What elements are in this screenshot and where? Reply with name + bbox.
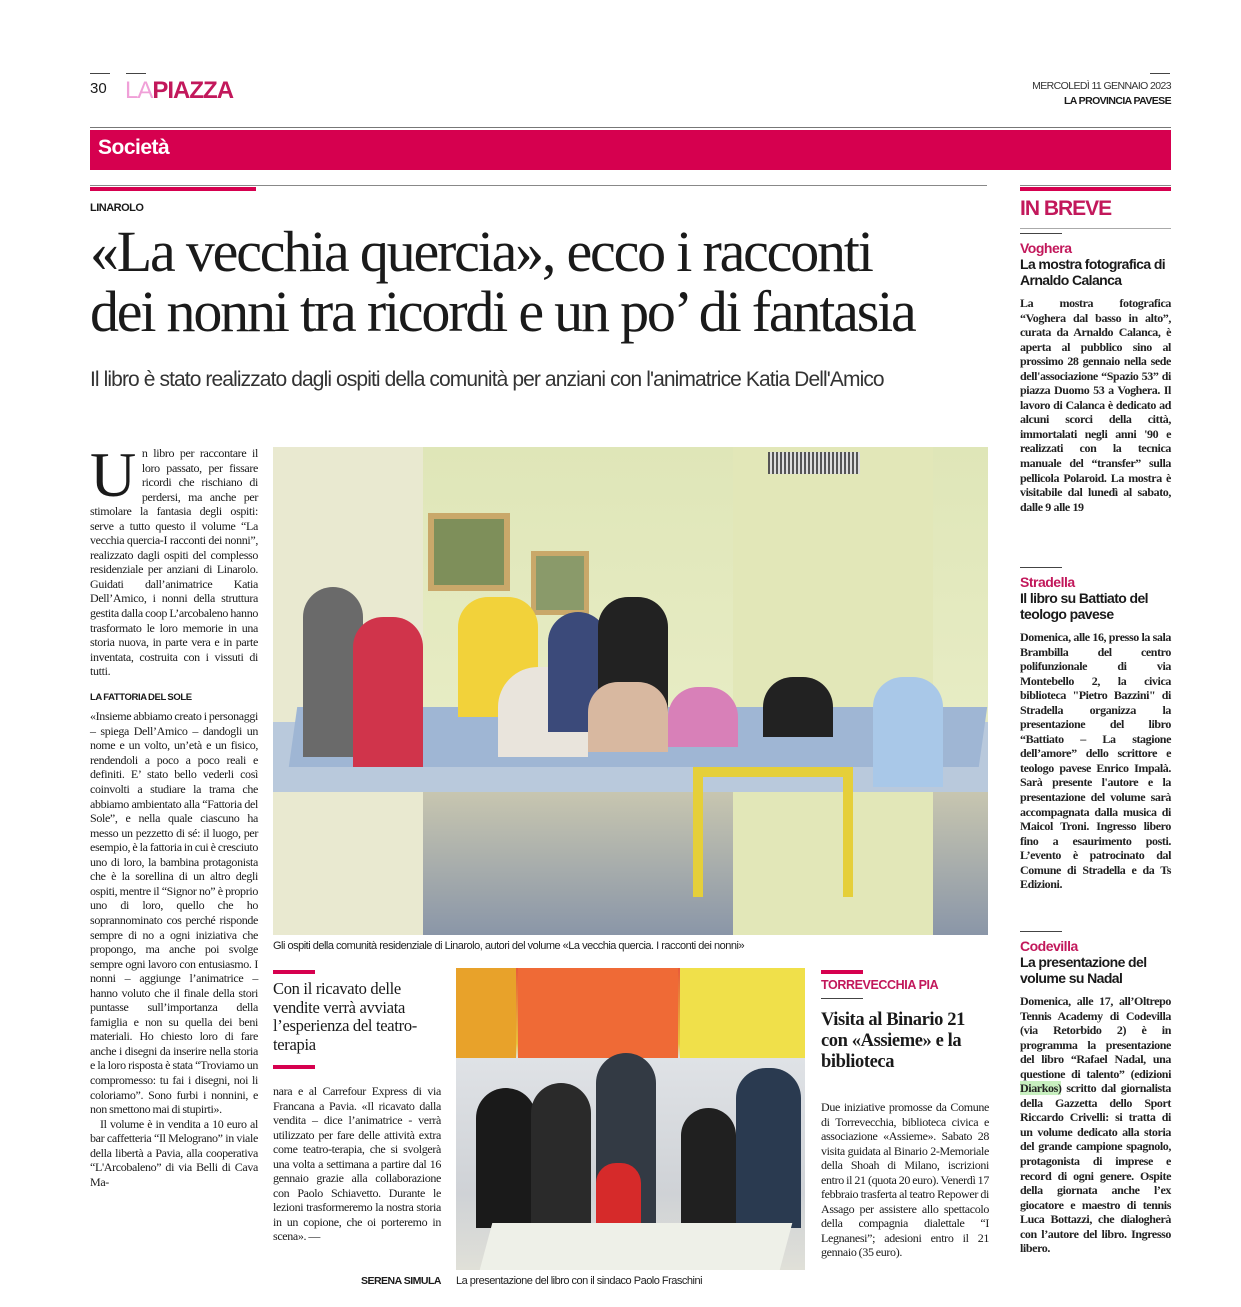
article-paragraph: «Insieme abbiamo creato i personaggi – spiega Dell’Amico – dandogli un nome e un volto, un’età e un fisico, rendendoli a poco a poco reali e definiti. E’ stato bello vederli così coinvolti a studiare la trama che abbiamo ambientato alla “Fattoria del Sole”, e nella quale ciascuno ha messo un pezzetto di sé: il luogo, per esempio, è la fattoria in cui è cresciuto uno di loro, la bambina protagonista che è la sorellina di un altro degli ospiti, mentre il “Signor no” è proprio uno di loro, quello che ho soprannominato cos perché risponde sempre di no a ogni iniziativa che propongo, ma anche poi svolge sempre ogni lavoro con entusiasmo. I nonni – aggiunge l’animatrice – hanno voluto che il finale della stori puntasse sull’importanza della famiglia e non su quella dei beni materiali. Ho chiesto loro di fare anche i disegni da inserire nella storia e la loro risposta è stata “Troviamo un compromesso: tu fai i disegni, noi li coloriamo”. Sono furbi i nonnini, e non smettono mai di stupirti». (90, 709, 259, 1117)
divider (1020, 233, 1062, 234)
publication-name: LA PROVINCIA PAVESE (1063, 95, 1171, 107)
headline-line-1: «La vecchia quercia», ecco i racconti (90, 219, 872, 284)
section-banner (90, 130, 1171, 170)
brief-body: La mostra fotografica “Voghera dal basso in alto”, curata da Arnaldo Calanca, è aperta al pubblico sino al prossimo 28 gennaio nella sede dell'associazione “Spazio 53” di piazza Duomo 53 a Voghera. Il lavoro di Calanca è dedicato ad alcuni scorci della città, immortalati negli anni '90 e realizzati con la tecnica manuale del “transfer” sulla pellicola Polaroid. La mostra è visitabile dal lunedì al sabato, dalle 9 alle 19 (1020, 296, 1171, 514)
brief-title: La presentazione del volume su Nadal (1020, 954, 1147, 986)
accent-bar (90, 187, 256, 191)
divider (90, 127, 1171, 128)
brief-body (1020, 994, 1171, 1256)
table (480, 1223, 793, 1270)
article-headline (90, 219, 915, 344)
issue-date: MERCOLEDÌ 11 GENNAIO 2023 (1032, 80, 1171, 92)
divider (1020, 931, 1062, 932)
article-kicker: LINAROLO (90, 202, 144, 214)
yellow-chair (693, 767, 853, 897)
accent-bar (821, 970, 863, 974)
logo-piazza: PIAZZA (152, 77, 234, 104)
brief-title: La mostra fotografica di Arnaldo Calanca (1020, 256, 1166, 288)
masthead-rule (126, 73, 146, 74)
section-logo (125, 77, 233, 105)
article-subhead: LA FATTORIA DEL SOLE (90, 691, 192, 703)
divider (821, 998, 863, 999)
pull-quote: Con il ricavato delle vendite verrà avviata l’esperienza del teatro-terapia (273, 979, 417, 1054)
brief-item (1020, 931, 1171, 1256)
brief-city: Stradella (1020, 574, 1075, 590)
accent-bar (273, 970, 315, 974)
divider (1020, 228, 1171, 229)
article-paragraph: Il volume è in vendita a 10 euro al bar caffetteria “Il Melograno” in viale della libertà a Pavia, alla cooperativa “L'Arcobaleno” di via Belli di Cava Ma- (90, 1116, 258, 1189)
article-subtitle: Il libro è stato realizzato dagli ospiti della comunità per anziani con l'animatrice Katia Dell'Amico (90, 368, 884, 391)
masthead-rule (90, 73, 110, 74)
brief-title: Il libro su Battiato del teologo pavese (1020, 590, 1148, 622)
section-title: Società (98, 136, 170, 159)
brief-item (1020, 233, 1171, 514)
in-breve-title: IN BREVE (1020, 197, 1112, 220)
painting (428, 513, 510, 591)
brief-body: Domenica, alle 16, presso la sala Brambilla del centro polifunzionale di via Montebello 2, la civica biblioteca "Pietro Bazzini" di Stradella organizza la presentazione del libro “Battiato – La stagione dell’amore” dello scrittore e teologo pavese Enrico Impalà. Sarà presente l'autore e la presentazione del volume sarà accompagnata dalla musica di Maicol Troni. Ingresso libero fino a esaurimento posti. L’evento è patrocinato dal Comune di Stradella e da Ts Edizioni. (1020, 630, 1171, 892)
side-article-headline: Visita al Binario 21 con «Assieme» e la biblioteca (821, 1010, 965, 1072)
page-number: 30 (90, 80, 107, 97)
masthead-rule (1150, 73, 1170, 74)
accent-bar (273, 1065, 315, 1069)
brief-text: Domenica, alle 17, all’Oltrepo Tennis Academy di Codevilla (via Retorbido 2) è in programma la presentazione del libro “Rafael Nadal, una questione di talento” (edizioni (1020, 994, 1171, 1081)
article-paragraph: nara e al Carrefour Express di via Francana a Pavia. «Il ricavato dalla vendita – dice l’animatrice - verrà utilizzato per fare delle attività extra come teatro-terapia, che si svolgerà una volta a settimana a partire dal 16 gennaio grazie alla collaborazione con Paolo Schiavetto. Durante le lezioni trasformeremo la nostra storia in un copione, che oi porteremo in scena». — (273, 1084, 441, 1244)
brief-city: Codevilla (1020, 938, 1078, 954)
logo-la: LA (125, 77, 153, 104)
highlighted-text: Diarkos) (1020, 1081, 1062, 1096)
side-article-body: Due iniziative promosse da Comune di Torrevecchia, biblioteca civica e associazione «Assieme». Sabato 28 visita guidata al Binario 2-Memoriale della Shoah di Milano, iscrizioni entro il 21 (quota 20 euro). Venerdì 17 febbraio trasferta al teatro Repower di Assago per assistere allo spettacolo della compagnia dialettale “I Legnanesi”; adesioni entro il 21 gennaio (35 euro). (821, 1100, 989, 1260)
air-vent (768, 452, 860, 474)
article-column-1 (90, 439, 259, 1189)
article-paragraph: n libro per raccontare il loro passato, per fissare ricordi che rischiano di perdersi, ma anche per stimolare la fantasia degli ospiti: serve a tutto questo il volume “La vecchia quercia-I racconti dei nonni”, realizzato dagli ospiti del complesso residenziale per anziani di Linarolo. Guidati dall’animatrice Katia Dell’Amico, i nonni della struttura gestita dalla coop L’arcobaleno hanno trasformato le loro memorie in una storia nuova, in parte vera e in parte inventata, costruita con i vissuti di tutti. (90, 446, 258, 679)
divider (1020, 567, 1062, 568)
headline-line-2: dei nonni tra ricordi e un po’ di fantasia (90, 279, 915, 344)
group-photo (273, 447, 988, 935)
painting (531, 551, 589, 615)
presentation-photo (456, 968, 805, 1270)
brief-item (1020, 567, 1171, 892)
brief-text: scritto dal giornalista della Gazzetta dello Sport Riccardo Crivelli: si tratta di un volume dedicato alla storia del grande campione spagnolo, protagonista di imprese e record di ogni genere. Ospite della giornata anche l’ex giocatore e maestro di tennis Luca Bottazzi, che dialogherà con l’autore del libro. Ingresso libero. (1020, 1081, 1171, 1256)
divider (90, 185, 987, 186)
accent-bar (1020, 187, 1171, 191)
article-column-2 (273, 1084, 441, 1244)
photo-caption: Gli ospiti della comunità residenziale di Linarolo, autori del volume «La vecchia quercia. I racconti dei nonni» (273, 940, 745, 952)
drop-cap: U (90, 439, 136, 510)
divider (1020, 185, 1171, 186)
author-byline: SERENA SIMULA (360, 1275, 441, 1287)
side-article-kicker: TORREVECCHIA PIA (821, 978, 939, 992)
brief-city: Voghera (1020, 240, 1072, 256)
photo-caption: La presentazione del libro con il sindaco Paolo Fraschini (456, 1275, 703, 1287)
